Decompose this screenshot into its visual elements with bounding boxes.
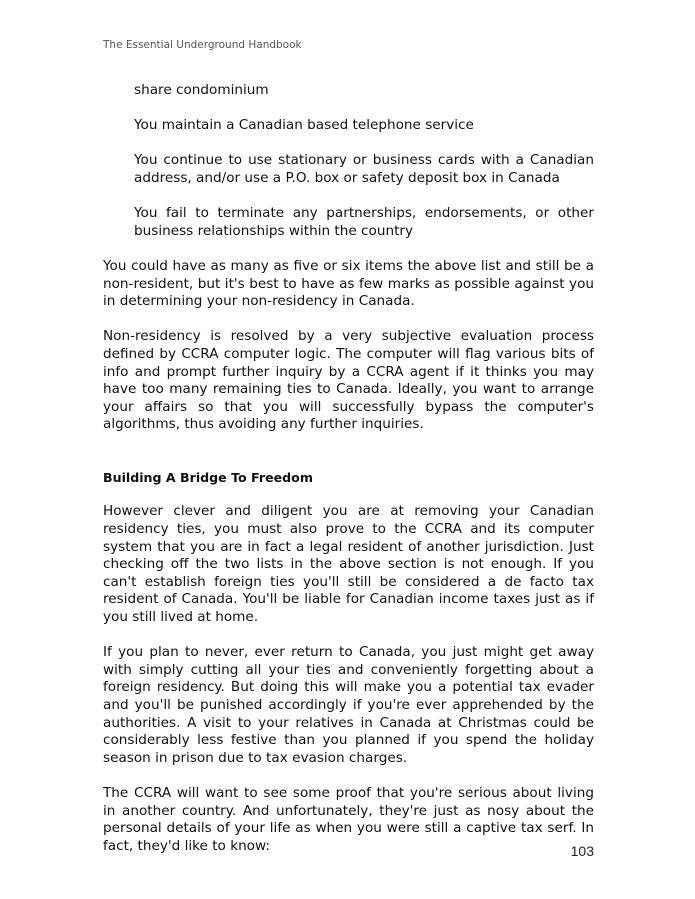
list-item: share condominium: [134, 82, 269, 98]
running-header: The Essential Underground Handbook: [103, 39, 302, 51]
body-paragraph: Non-residency is resolved by a very subjective evaluation process defined by CCRA computer logic. The computer will flag various bits of info and prompt further inquiry by a CCRA agent if it thinks you may have too many remaining ties to Canada. Ideally, you want to arrange your affairs so that you will successfully bypass the computer's algorithms, thus avoiding any further inquiries.: [103, 328, 594, 433]
page-number: 103: [570, 843, 594, 859]
body-paragraph: However clever and diligent you are at removing your Canadian residency ties, you must also prove to the CCRA and its computer system that you are in fact a legal resident of another jurisdiction. Just checking off the two lists in the above section is not enough. If you can't establish foreign ties you'll still be considered a de facto tax resident of Canada. You'll be liable for Canadian income taxes just as if you still lived at home.: [103, 503, 594, 626]
list-item: You maintain a Canadian based telephone service: [134, 117, 474, 134]
list-item: You continue to use stationary or business cards with a Canadian address, and/or use a P.O. box or safety deposit box in Canada: [134, 152, 594, 186]
body-paragraph: The CCRA will want to see some proof that you're serious about living in another country. And unfortunately, they're just as nosy about the personal details of your life as when you were still a captive tax serf. In fact, they'd like to know:: [103, 784, 594, 854]
list-item: You fail to terminate any partnerships, endorsements, or other business relationships within the country: [134, 205, 594, 239]
body-paragraph: You could have as many as five or six items the above list and still be a non-resident, but it's best to have as few marks as possible against you in determining your non-residency in Canada.: [103, 257, 594, 310]
page-body: [103, 82, 594, 873]
section-heading: Building A Bridge To Freedom: [103, 469, 313, 485]
body-paragraph: If you plan to never, ever return to Canada, you just might get away with simply cutting all your ties and conveniently forgetting about a foreign residency. But doing this will make you a potential tax evader and you'll be punished accordingly if you're ever apprehended by the authorities. A visit to your relatives in Canada at Christmas could be considerably less festive than you planned if you spend the holiday season in prison due to tax evasion charges.: [103, 644, 594, 766]
